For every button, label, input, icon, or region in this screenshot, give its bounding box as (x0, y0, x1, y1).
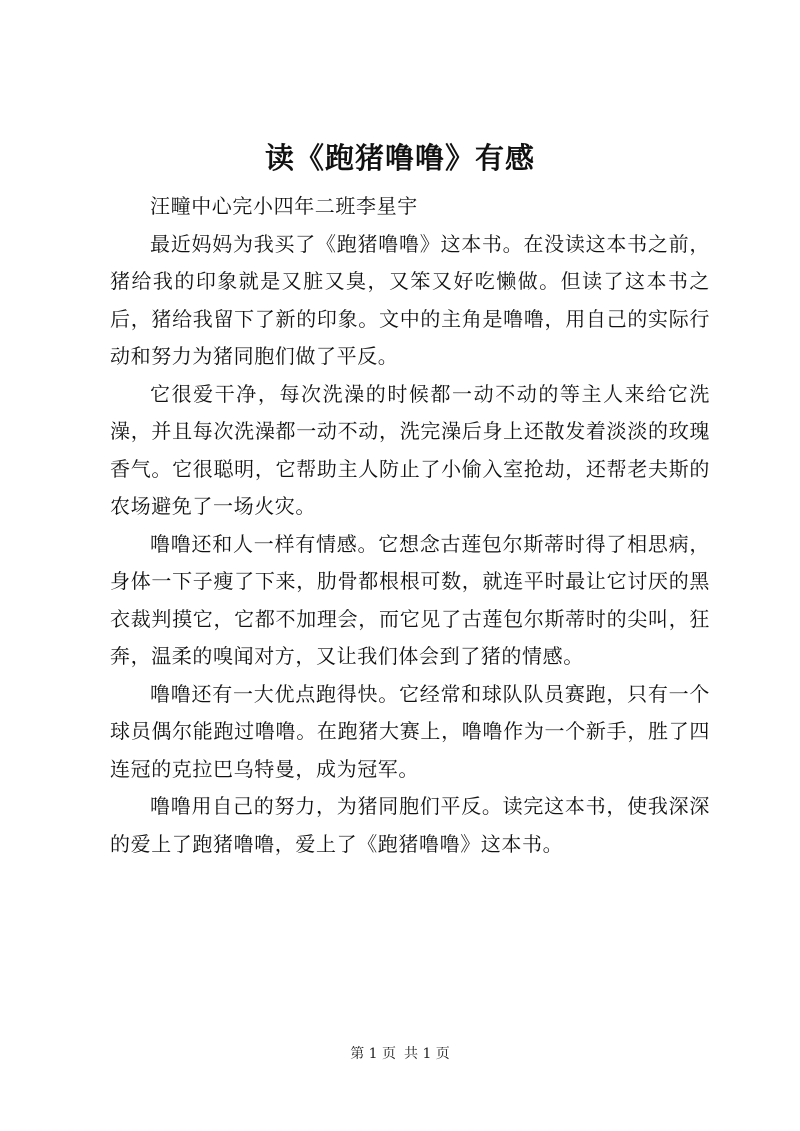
paragraph: 噜噜还和人一样有情感。它想念古莲包尔斯蒂时得了相思病，身体一下子瘦了下来，肋骨都根根可数，就连平时最让它讨厌的黑衣裁判摸它，它都不加理会，而它见了古莲包尔斯蒂时的尖叫，狂奔，温柔的嗅闻对方，又让我们体会到了猪的情感。 (110, 531, 710, 668)
paragraph: 最近妈妈为我买了《跑猪噜噜》这本书。在没读这本书之前，猪给我的印象就是又脏又臭，又笨又好吃懒做。但读了这本书之后，猪给我留下了新的印象。文中的主角是噜噜，用自己的实际行动和努力为猪同胞们做了平反。 (110, 231, 710, 368)
paragraph: 它很爱干净，每次洗澡的时候都一动不动的等主人来给它洗澡，并且每次洗澡都一动不动，洗完澡后身上还散发着淡淡的玫瑰香气。它很聪明，它帮助主人防止了小偷入室抢劫，还帮老夫斯的农场避免了一场火灾。 (110, 381, 710, 518)
paragraph: 噜噜还有一大优点跑得快。它经常和球队队员赛跑，只有一个球员偶尔能跑过噜噜。在跑猪大赛上，噜噜作为一个新手，胜了四连冠的克拉巴乌特曼，成为冠军。 (110, 681, 710, 781)
paragraph: 噜噜用自己的努力，为猪同胞们平反。读完这本书，使我深深的爱上了跑猪噜噜，爱上了《跑猪噜噜》这本书。 (110, 794, 710, 856)
page-total: 共 1 页 (404, 1046, 450, 1062)
page-footer (0, 1044, 800, 1064)
author-line: 汪疃中心完小四年二班李星宇 (150, 194, 418, 218)
document-title: 读《跑猪噜噜》有感 (264, 141, 535, 175)
document-body (110, 188, 710, 863)
page-number: 第 1 页 (350, 1046, 396, 1062)
